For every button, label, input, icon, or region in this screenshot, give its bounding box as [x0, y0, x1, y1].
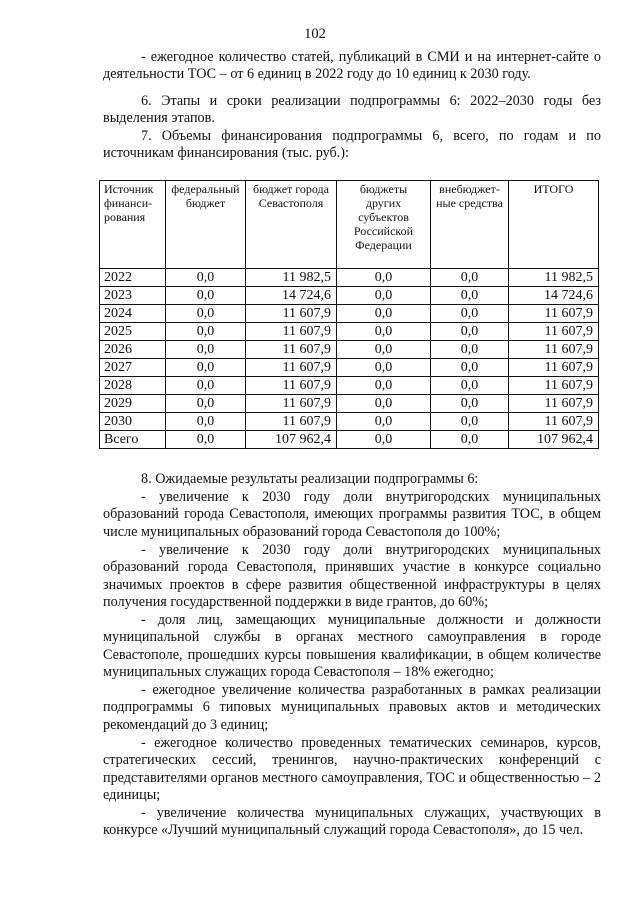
financing-table: [99, 180, 599, 449]
table-value-cell: 0,0: [337, 269, 431, 287]
table-year-cell: 2030: [100, 413, 166, 431]
table-value-cell: 0,0: [431, 305, 509, 323]
table-value-cell: 11 607,9: [246, 413, 337, 431]
table-value-cell: 107 962,4: [509, 431, 599, 449]
table-value-cell: 0,0: [337, 431, 431, 449]
table-value-cell: 11 607,9: [246, 359, 337, 377]
page-number: 102: [304, 26, 326, 42]
table-value-cell: 0,0: [431, 395, 509, 413]
table-value-cell: 11 607,9: [509, 377, 599, 395]
table-value-cell: 11 607,9: [246, 305, 337, 323]
table-row: [100, 287, 599, 305]
table-header-cell: внебюджет-ные средства: [431, 181, 509, 269]
table-value-cell: 0,0: [337, 413, 431, 431]
table-value-cell: 11 607,9: [246, 323, 337, 341]
table-row: [100, 377, 599, 395]
table-value-cell: 0,0: [337, 305, 431, 323]
table-value-cell: 11 607,9: [509, 323, 599, 341]
table-value-cell: 11 607,9: [246, 395, 337, 413]
table-value-cell: 0,0: [431, 413, 509, 431]
table-value-cell: 11 607,9: [246, 377, 337, 395]
table-value-cell: 0,0: [431, 341, 509, 359]
table-year-cell: 2026: [100, 341, 166, 359]
result-item: - увеличение к 2030 году доли внутригородских муниципальных образований города Севастополя, имеющих программы развития ТОС, в общем числе муниципальных образований города Севастополя до 100%;: [103, 489, 601, 540]
result-item: - ежегодное количество проведенных тематических семинаров, курсов, стратегических сессий, тренингов, научно-практических конференций с представителями органов местного самоуправления, ТОС и общественностью – 2 единицы;: [103, 735, 601, 804]
table-value-cell: 0,0: [431, 269, 509, 287]
table-header-cell: федеральный бюджет: [166, 181, 246, 269]
table-value-cell: 11 982,5: [509, 269, 599, 287]
table-year-cell: 2025: [100, 323, 166, 341]
table-year-cell: 2024: [100, 305, 166, 323]
table-row: [100, 323, 599, 341]
intro-paragraph-3: 7. Объемы финансирования подпрограммы 6, всего, по годам и по источникам финансирования (тыс. руб.):: [103, 128, 601, 162]
table-header-cell: ИТОГО: [509, 181, 599, 269]
table-value-cell: 0,0: [166, 323, 246, 341]
table-value-cell: 14 724,6: [246, 287, 337, 305]
table-value-cell: 0,0: [166, 413, 246, 431]
table-value-cell: 0,0: [166, 395, 246, 413]
table-value-cell: 0,0: [337, 341, 431, 359]
table-year-cell: 2029: [100, 395, 166, 413]
table-year-cell: 2023: [100, 287, 166, 305]
table-value-cell: 11 607,9: [509, 359, 599, 377]
table-value-cell: 14 724,6: [509, 287, 599, 305]
table-year-cell: 2027: [100, 359, 166, 377]
table-row: [100, 269, 599, 287]
table-header-row: [100, 181, 599, 269]
table-value-cell: 0,0: [337, 359, 431, 377]
intro-paragraph-1: - ежегодное количество статей, публикаций в СМИ и на интернет-сайте о деятельности ТОС – от 6 единиц в 2022 году до 10 единиц к 2030 году.: [103, 49, 601, 83]
table-row: [100, 431, 599, 449]
table-value-cell: 11 607,9: [509, 305, 599, 323]
table-row: [100, 341, 599, 359]
table-year-cell: 2028: [100, 377, 166, 395]
table-value-cell: 0,0: [166, 377, 246, 395]
table-row: [100, 359, 599, 377]
table-value-cell: 11 607,9: [509, 395, 599, 413]
table-value-cell: 0,0: [431, 431, 509, 449]
table-value-cell: 0,0: [431, 287, 509, 305]
result-item: - доля лиц, замещающих муниципальные должности и должности муниципальной службы в органах местного самоуправления в городе Севастополе, прошедших курсы повышения квалификации, в общем количестве муниципальных служащих города Севастополя – 18% ежегодно;: [103, 612, 601, 681]
table-header-cell: бюджет города Севастополя: [246, 181, 337, 269]
table-value-cell: 0,0: [431, 359, 509, 377]
results-heading: 8. Ожидаемые результаты реализации подпрограммы 6:: [141, 471, 479, 487]
intro-paragraph-2: 6. Этапы и сроки реализации подпрограммы 6: 2022–2030 годы без выделения этапов.: [103, 93, 601, 127]
table-value-cell: 0,0: [166, 269, 246, 287]
table-value-cell: 0,0: [166, 359, 246, 377]
table-value-cell: 11 607,9: [509, 413, 599, 431]
table-header-cell: Источник финанси-рования: [100, 181, 166, 269]
table-value-cell: 0,0: [337, 287, 431, 305]
table-value-cell: 0,0: [337, 323, 431, 341]
table-row: [100, 413, 599, 431]
result-item: - увеличение к 2030 году доли внутригородских муниципальных образований города Севастополя, принявших участие в конкурсе социально значимых проектов в сфере развития общественной инфраструктуры в целях получения государственной поддержки в виде грантов, до 60%;: [103, 542, 601, 611]
table-year-cell: Всего: [100, 431, 166, 449]
table-value-cell: 11 982,5: [246, 269, 337, 287]
table-value-cell: 107 962,4: [246, 431, 337, 449]
table-value-cell: 0,0: [431, 323, 509, 341]
table-value-cell: 0,0: [337, 377, 431, 395]
table-row: [100, 305, 599, 323]
result-item: - ежегодное увеличение количества разработанных в рамках реализации подпрограммы 6 типовых муниципальных правовых актов и методических рекомендаций до 3 единиц;: [103, 682, 601, 733]
table-value-cell: 0,0: [166, 431, 246, 449]
table-value-cell: 0,0: [166, 287, 246, 305]
table-header-cell: бюджеты других субъектов Российской Федерации: [337, 181, 431, 269]
table-value-cell: 0,0: [166, 305, 246, 323]
result-item: - увеличение количества муниципальных служащих, участвующих в конкурсе «Лучший муниципальный служащий города Севастополя», до 15 чел.: [103, 805, 601, 839]
table-year-cell: 2022: [100, 269, 166, 287]
table-value-cell: 0,0: [166, 341, 246, 359]
table-row: [100, 395, 599, 413]
table-value-cell: 0,0: [337, 395, 431, 413]
table-value-cell: 11 607,9: [246, 341, 337, 359]
table-value-cell: 11 607,9: [509, 341, 599, 359]
table-value-cell: 0,0: [431, 377, 509, 395]
